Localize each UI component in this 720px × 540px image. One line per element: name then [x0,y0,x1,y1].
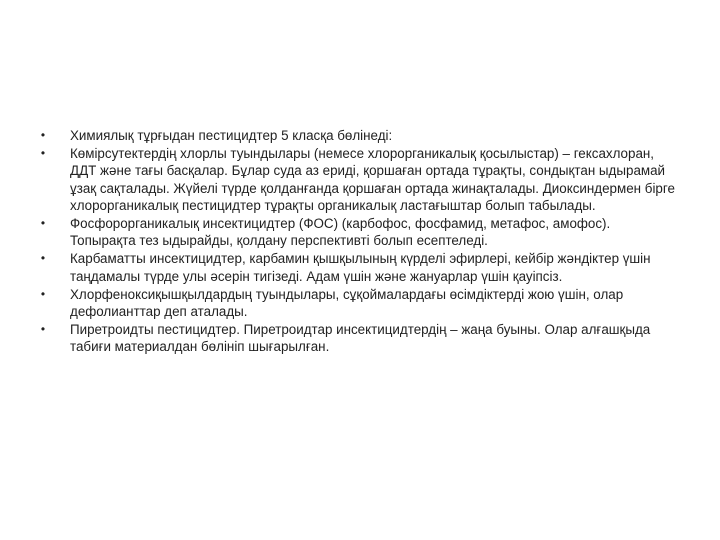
bullet-marker: • [40,286,46,301]
bullet-marker: • [40,128,46,142]
bullet-marker: • [40,216,46,231]
bullet-item-pyrethroid [38,321,678,355]
bullet-item-organophosphorus [38,215,678,249]
bullet-text: Химиялық тұрғыдан пестицидтер 5 класқа бөлінеді: [70,128,393,143]
bullet-marker: • [40,322,46,337]
bullet-item-classes [38,127,678,144]
bullet-item-organochlorine [38,145,678,214]
bullet-list [38,127,678,357]
bullet-item-chlorophenoxy [38,286,678,320]
bullet-text: Пиретроидты пестицидтер. Пиретроидтар инсектицидтердің – жаңа буыны. Олар алғашқыда табиғи материалдан бөлініп шығарылған. [70,322,651,355]
bullet-text: Хлорфеноксиқышқылдардың туындылары, сұқоймалардағы өсімдіктерді жою үшін, олар дефолианттар деп аталады. [70,286,624,320]
bullet-marker: • [40,251,46,266]
bullet-item-carbamate [38,250,678,284]
bullet-marker: • [40,146,46,161]
bullet-text: Көмірсутектердің хлорлы туындылары (немесе хлорорганикалық қосылыстар) – гексахлоран, ДДТ және тағы басқалар. Бұлар суда аз ериді, қоршаған ортада тұрақты, сондықтан ыдырамай ұзақ сақталады. Жүйелі түрде қолданғанда қоршаған ортада жинақталады. Диоксиндермен бірге хлорорганикалық пестицидтер тұрақты органикалық ластағыштар болып табылады. [70,146,675,213]
bullet-text: Карбаматты инсектицидтер, карбамин қышқылының күрделі эфирлері, кейбір жәндіктер үшін таңдамалы түрде улы әсерін тигізеді. Адам үшін және жануарлар үшін қауіпсіз. [70,251,651,284]
bullet-text: Фосфорорганикалық инсектицидтер (ФОС) (карбофос, фосфамид, метафос, амофос). Топырақта тез ыдырайды, қолдану перспективті болып есептеледі. [70,216,611,249]
